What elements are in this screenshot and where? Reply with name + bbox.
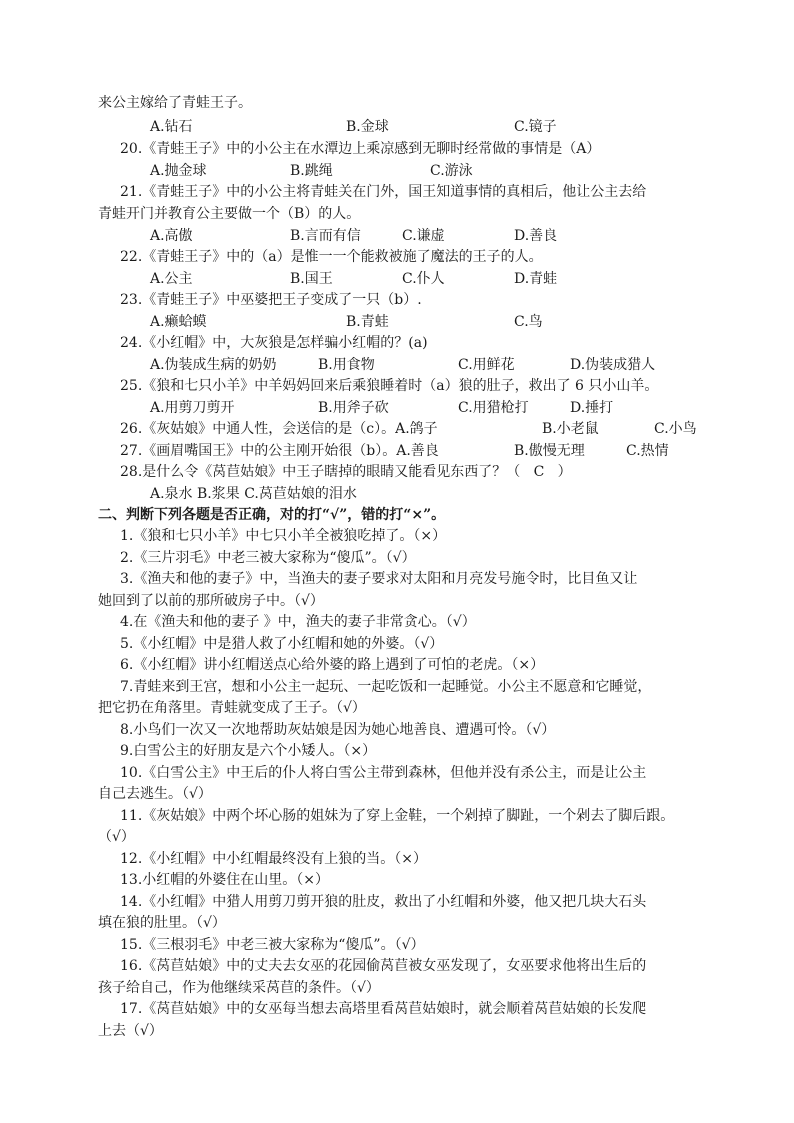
q26-option-c: C.小鸟 [654,421,697,437]
judge-item-9: 9.白雪公主的好朋友是六个小矮人。（×） [120,743,377,759]
q24-option-a: A.伪装成生病的奶奶 [150,357,277,373]
q20-option-c: C.游泳 [430,163,473,179]
judge-item-10-line1: 10.《白雪公主》中王后的仆人将白雪公主带到森林，但他并没有杀公主，而是让公主 [120,765,647,781]
question-24: 24.《小红帽》中，大灰狼是怎样骗小红帽的？(a) [120,335,428,351]
q24-option-d: D.伪装成猎人 [570,357,656,373]
q21-option-c: C.谦虚 [402,228,445,244]
judge-item-10-line2: 自己去逃生。（√） [98,786,212,802]
q21-option-a: A.高傲 [150,228,193,244]
q27-option-c: C.热情 [626,443,669,459]
section-heading: 二、判断下列各题是否正确，对的打“√”，错的打“×”。 [98,507,446,523]
q19-option-a: A.钻石 [150,119,193,135]
question-23: 23.《青蛙王子》中巫婆把王子变成了一只（b）. [120,292,422,308]
judge-item-3-line2: 她回到了以前的那所破房子中。（√） [98,593,324,609]
question-20: 20.《青蛙王子》中的小公主在水潭边上乘凉感到无聊时经常做的事情是（A） [120,141,601,157]
q21-option-d: D.善良 [514,228,558,244]
judge-item-15: 15.《三根羽毛》中老三被大家称为“傻瓜”。（√） [120,937,425,953]
judge-item-2: 2.《三片羽毛》中老三被大家称为“傻瓜”。（√） [120,550,416,566]
q22-option-a: A.公主 [150,271,193,287]
judge-item-12: 12.《小红帽》中小红帽最终没有上狼的当。（×） [120,851,427,867]
q19-continuation: 来公主嫁给了青蛙王子。 [98,95,252,111]
q19-option-c: C.镜子 [514,119,557,135]
judge-item-6: 6.《小红帽》讲小红帽送点心给外婆的路上遇到了可怕的老虎。（×） [120,657,545,673]
judge-item-7-line1: 7.青蛙来到王宫，想和小公主一起玩、一起吃饭和一起睡觉。小公主不愿意和它睡觉， [120,679,652,695]
judge-item-3-line1: 3.《渔夫和他的妻子》中，当渔夫的妻子要求对太阳和月亮发号施令时，比目鱼又让 [120,571,638,587]
q20-option-a: A.抛金球 [150,163,207,179]
q22-option-c: C.仆人 [402,271,445,287]
judge-item-1: 1.《狼和七只小羊》中七只小羊全被狼吃掉了。（×） [120,528,447,544]
question-21-line1: 21.《青蛙王子》中的小公主将青蛙关在门外，国王知道事情的真相后，他让公主去给 [120,184,647,200]
q25-option-b: B.用斧子砍 [318,400,389,416]
q23-option-a: A.癞蛤蟆 [150,314,207,330]
question-25: 25.《狼和七只小羊》中羊妈妈回来后乘狼睡着时（a）狼的肚子，救出了 6 只小山羊。 [120,378,659,394]
q26-option-b: B.小老鼠 [542,421,599,437]
q28-options: A.泉水 B.浆果 C.莴苣姑娘的泪水 [150,486,357,502]
judge-item-14-line1: 14.《小红帽》中猎人用剪刀剪开狼的肚皮，救出了小红帽和外婆，他又把几块大石头 [120,894,647,910]
q22-option-d: D.青蛙 [514,271,558,287]
question-21-line2: 青蛙开门并教育公主要做一个（B）的人。 [98,206,361,222]
q27-option-b: B.傲慢无理 [514,443,585,459]
q23-option-b: B.青蛙 [346,314,389,330]
q25-option-a: A.用剪刀剪开 [150,400,235,416]
judge-item-16-line1: 16.《莴苣姑娘》中的丈夫去女巫的花园偷莴苣被女巫发现了，女巫要求他将出生后的 [120,958,647,974]
question-26: 26.《灰姑娘》中通人性，会送信的是（c）。A.鸽子 [120,421,438,437]
question-22: 22.《青蛙王子》中的（a）是惟一一个能救被施了魔法的王子的人。 [120,249,543,265]
judge-item-11-line1: 11.《灰姑娘》中两个坏心肠的姐妹为了穿上金鞋，一个剁掉了脚趾，一个剁去了脚后跟。 [120,808,675,824]
judge-item-14-line2: 填在狼的肚里。（√） [98,915,226,931]
question-27: 27.《画眉嘴国王》中的公主刚开始很（b）。A.善良 [120,443,439,459]
judge-item-17-line1: 17.《莴苣姑娘》中的女巫每当想去高塔里看莴苣姑娘时，就会顺着莴苣姑娘的长发爬 [120,1001,647,1017]
judge-item-17-line2: 上去（√） [98,1023,163,1039]
judge-item-16-line2: 孩子给自己，作为他继续采莴苣的条件。（√） [98,980,380,996]
q25-option-d: D.捶打 [570,400,614,416]
q22-option-b: B.国王 [290,271,333,287]
judge-item-4: 4.在《渔夫和他的妻子 》中，渔夫的妻子非常贪心。（√） [120,614,476,630]
judge-item-13: 13.小红帽的外婆住在山里。（×） [120,872,329,888]
judge-item-7-line2: 把它扔在角落里。青蛙就变成了王子。（√） [98,700,366,716]
question-28: 28.是什么令《莴苣姑娘》中王子瞎掉的眼睛又能看见东西了？（ C ） [120,464,572,480]
judge-item-5: 5.《小红帽》中是猎人救了小红帽和她的外婆。（√） [120,636,444,652]
q24-option-c: C.用鲜花 [458,357,515,373]
q23-option-c: C.鸟 [514,314,543,330]
judge-item-8: 8.小鸟们一次又一次地帮助灰姑娘是因为她心地善良、遭遇可怜。（√） [120,722,556,738]
q19-option-b: B.金球 [346,119,389,135]
q24-option-b: B.用食物 [318,357,375,373]
judge-item-11-line2: （√） [98,829,135,845]
q20-option-b: B.跳绳 [290,163,333,179]
q21-option-b: B.言而有信 [290,228,361,244]
q25-option-c: C.用猎枪打 [458,400,529,416]
